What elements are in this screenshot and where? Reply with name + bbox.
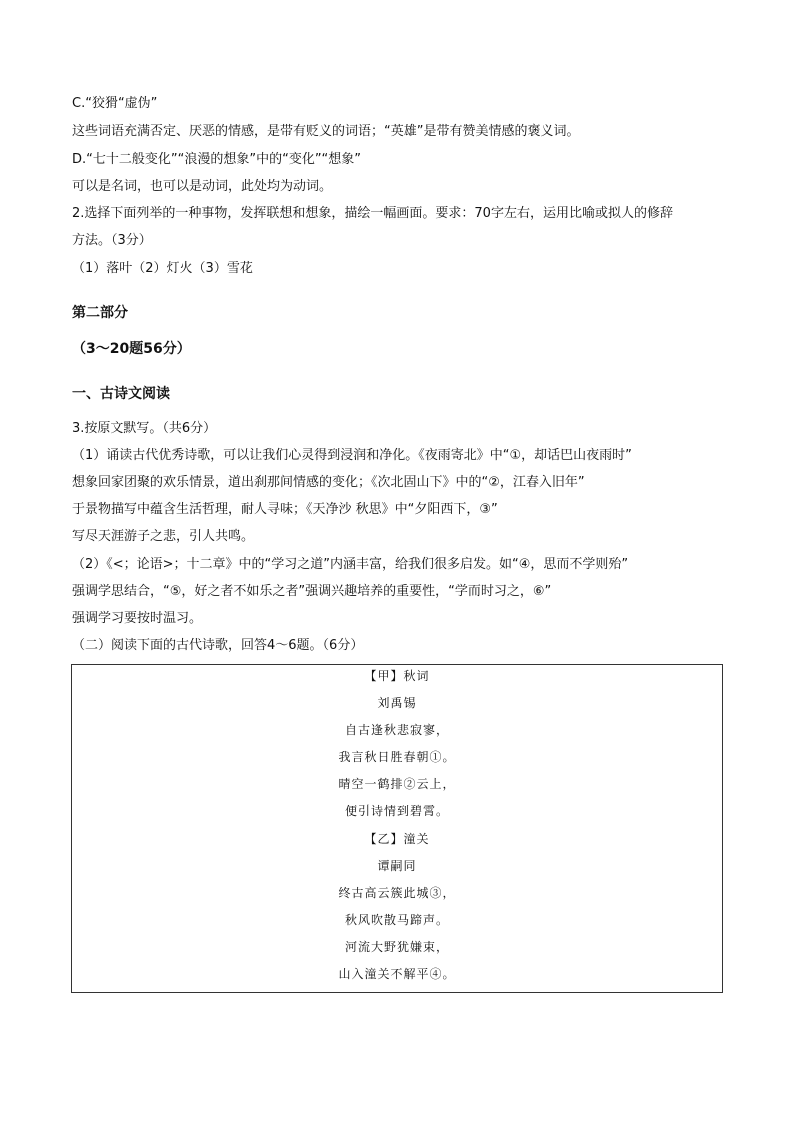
option-d-title: D.“七十二般变化”“浪漫的想象”中的“变化”“想象” xyxy=(72,152,362,167)
question-2-options: （1）落叶（2）灯火（3）雪花 xyxy=(72,261,253,276)
question-3-line1: （1）诵读古代优秀诗歌，可以让我们心灵得到浸润和净化。《夜雨寄北》中“①，却话巴山夜雨时” xyxy=(72,448,632,463)
poem-b-line: 山入潼关不解平④。 xyxy=(338,967,456,981)
poem-b-line: 终古高云簇此城③， xyxy=(338,886,456,900)
section2-heading: （二）阅读下面的古代诗歌，回答4～6题。（6分） xyxy=(72,638,364,653)
option-c-title: C.“狡猾“虚伪” xyxy=(72,96,158,111)
poem-a-title: 【甲】秋词 xyxy=(364,669,430,683)
question-2-line2: 方法。（3分） xyxy=(72,233,152,248)
section1-heading: 一、古诗文阅读 xyxy=(72,386,170,402)
question-3-line3: 于景物描写中蕴含生活哲理，耐人寻味；《天净沙 秋思》中“夕阳西下，③” xyxy=(72,502,498,517)
poem-a-line: 我言秋日胜春朝①。 xyxy=(338,750,456,764)
option-c-text: 这些词语充满否定、厌恶的情感，是带有贬义的词语；“英雄”是带有赞美情感的褒义词。 xyxy=(72,124,580,139)
option-d-text: 可以是名词，也可以是动词，此处均为动词。 xyxy=(72,179,333,194)
poem-b-line: 秋风吹散马蹄声。 xyxy=(344,913,449,927)
poem-b-author: 谭嗣同 xyxy=(377,859,417,873)
question-3-line4: 写尽天涯游子之悲，引人共鸣。 xyxy=(72,529,255,544)
poem-a-line: 晴空一鹤排②云上， xyxy=(338,777,456,791)
poem-b-title: 【乙】潼关 xyxy=(364,832,430,846)
poem-b-line: 河流大野犹嫌束， xyxy=(344,940,449,954)
question-3-line5: （2）《<；论语>；十二章》中的“学习之道”内涵丰富，给我们很多启发。如“④，思而不学则殆” xyxy=(72,557,629,572)
question-3-line7: 强调学习要按时温习。 xyxy=(72,611,203,626)
poem-a-line: 便引诗情到碧霄。 xyxy=(344,804,449,818)
poem-a-author: 刘禹锡 xyxy=(377,696,417,710)
question-3-line6: 强调学思结合，“⑤，好之者不如乐之者”强调兴趣培养的重要性，“学而时习之，⑥” xyxy=(72,584,552,599)
question-3-title: 3.按原文默写。（共6分） xyxy=(72,421,217,436)
poem-box xyxy=(71,664,723,993)
part2-subheading: （3～20题56分） xyxy=(72,341,191,357)
question-3-line2: 想象回家团聚的欢乐情景，道出刹那间情感的变化；《次北固山下》中的“②，江春入旧年” xyxy=(72,475,585,490)
part2-heading: 第二部分 xyxy=(72,305,128,321)
question-2-line1: 2.选择下面列举的一种事物，发挥联想和想象，描绘一幅画面。要求：70字左右，运用比喻或拟人的修辞 xyxy=(72,206,673,221)
poem-a-line: 自古逢秋悲寂寥， xyxy=(344,723,449,737)
